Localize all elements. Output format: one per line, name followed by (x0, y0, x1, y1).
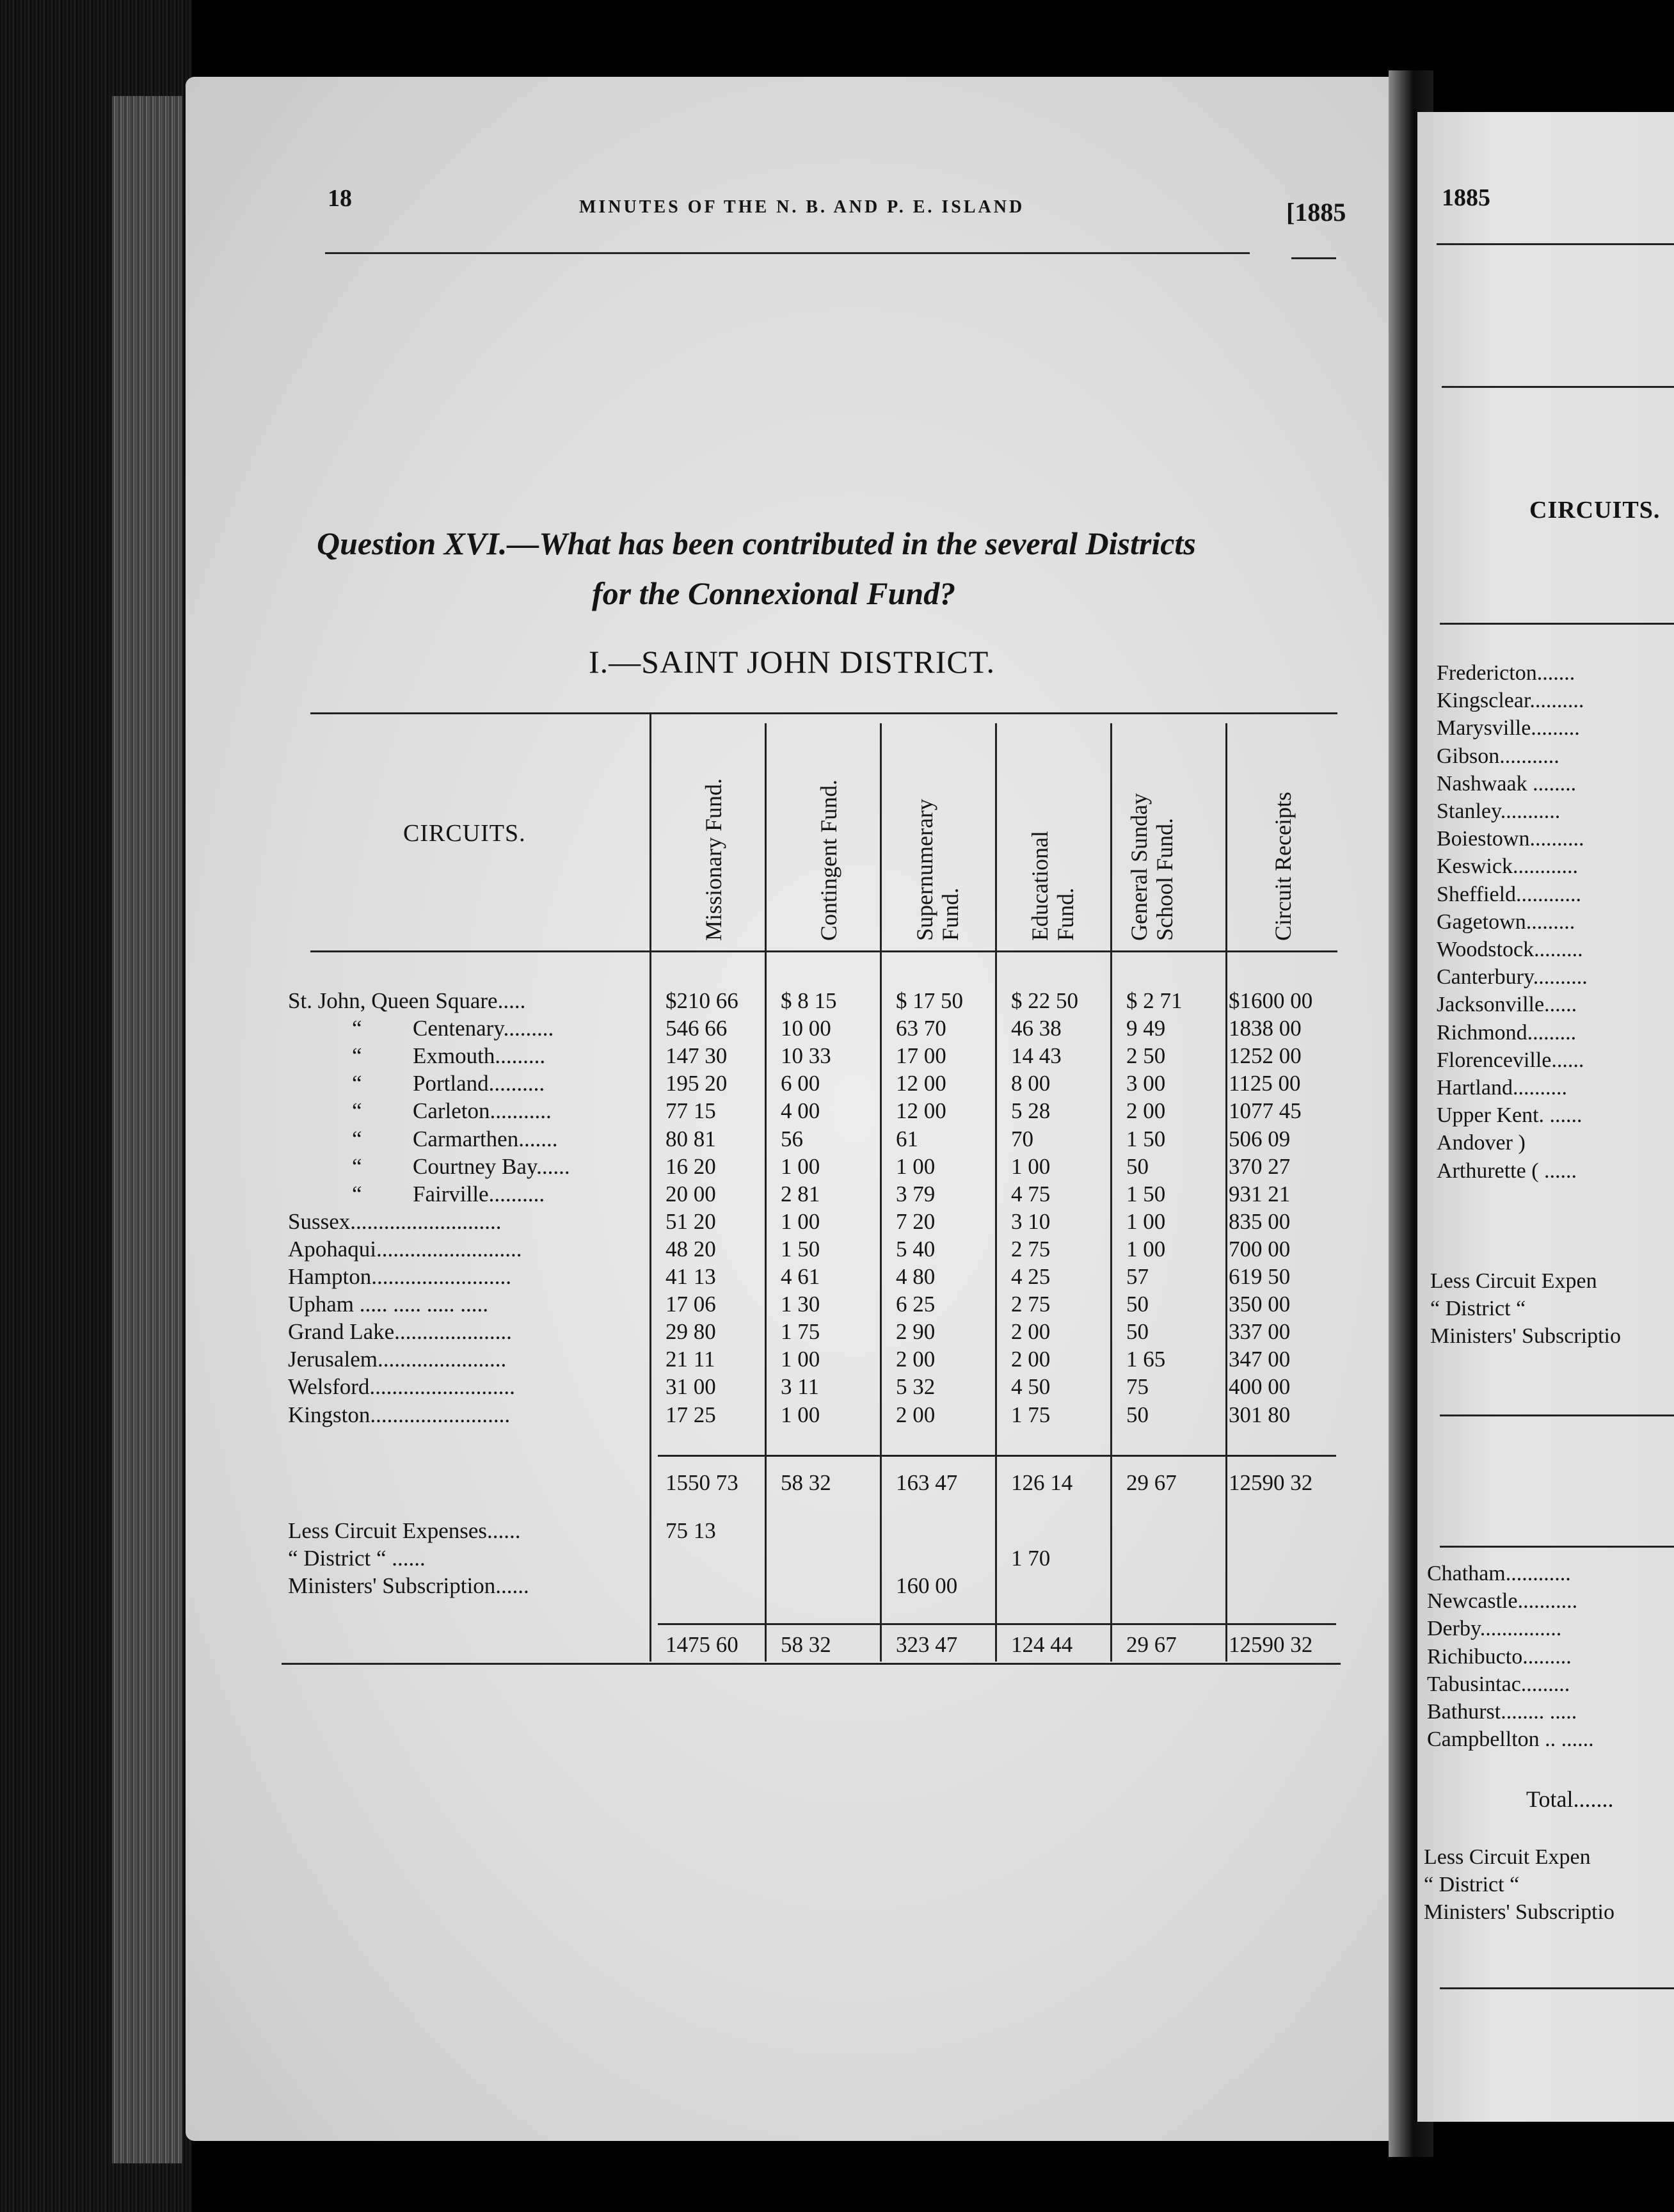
ditto-mark: “ (352, 1126, 362, 1151)
cell-col-6: 347 00 (1229, 1347, 1291, 1372)
cell-col-1: 75 13 (666, 1518, 716, 1543)
column-header-line: Fund. (937, 887, 963, 941)
cell-col-4: 46 38 (1011, 1016, 1062, 1041)
cell-col-3: 1 00 (896, 1154, 936, 1179)
cell-col-1: 41 13 (666, 1264, 716, 1289)
facing-less-line: Ministers' Subscriptio (1430, 1324, 1621, 1348)
cell-col-3: 5 40 (896, 1237, 936, 1262)
cell-col-5: 75 (1126, 1374, 1149, 1399)
cell-col-5: 57 (1126, 1264, 1149, 1289)
circuit-name: Centenary......... (413, 1016, 554, 1041)
cell-col-1: 77 15 (666, 1098, 716, 1123)
facing-circuit-name: Woodstock......... (1437, 938, 1583, 961)
cell-col-5: 1 65 (1126, 1347, 1166, 1372)
facing-circuit-name: Boiestown.......... (1437, 827, 1584, 851)
circuit-name: Jerusalem....................... (288, 1347, 507, 1372)
cell-col-3: 2 00 (896, 1402, 936, 1427)
col-rule-5 (1110, 723, 1112, 1662)
facing-circuit-name: Campbellton .. ...... (1427, 1727, 1594, 1751)
cell-col-2: 10 33 (781, 1043, 831, 1068)
cell-col-4: 5 28 (1011, 1098, 1051, 1123)
ditto-mark: “ (352, 1071, 362, 1096)
cell-col-5: 1 00 (1126, 1237, 1166, 1262)
cell-col-2: 4 61 (781, 1264, 820, 1289)
cell-col-6: 931 21 (1229, 1182, 1291, 1206)
cell-col-3: 160 00 (896, 1573, 958, 1598)
cell-col-4: 3 10 (1011, 1209, 1051, 1234)
facing-year: 1885 (1442, 184, 1490, 211)
cell-col-4: 4 25 (1011, 1264, 1051, 1289)
cell-col-4: 1 00 (1011, 1154, 1051, 1179)
cell-col-5: 9 49 (1126, 1016, 1166, 1041)
cell-col-2: 1 00 (781, 1209, 820, 1234)
cell-col-1: 17 25 (666, 1402, 716, 1427)
cell-col-1: 195 20 (666, 1071, 728, 1096)
col-rule-6 (1225, 723, 1227, 1662)
question-line-2: for the Connexional Fund? (592, 575, 956, 611)
cell-col-4: 4 50 (1011, 1374, 1051, 1399)
ditto-mark: “ (352, 1154, 362, 1179)
header-rule (325, 252, 1250, 254)
cell-col-3: 12 00 (896, 1071, 946, 1096)
facing-circuit-name: Newcastle........... (1427, 1589, 1578, 1613)
cell-col-2: 4 00 (781, 1098, 820, 1123)
header-rule-short (1291, 257, 1336, 259)
facing-header-rule (1437, 243, 1674, 245)
cell-col-5: 1 50 (1126, 1126, 1166, 1151)
col-rule-2 (765, 723, 767, 1662)
circuit-name: Sussex........................... (288, 1209, 502, 1234)
facing-circuit-name: Hartland.......... (1437, 1076, 1567, 1100)
cell-col-5: 3 00 (1126, 1071, 1166, 1096)
circuit-name: St. John, Queen Square..... (288, 988, 526, 1013)
cell-col-2: 1 00 (781, 1154, 820, 1179)
cell-col-6: 12590 32 (1229, 1632, 1313, 1657)
circuit-name: Apohaqui.......................... (288, 1237, 522, 1262)
cell-col-2: 58 32 (781, 1632, 831, 1657)
col-rule-3 (880, 723, 882, 1662)
ditto-mark: “ (352, 1182, 362, 1206)
facing-rule-6 (1440, 1987, 1674, 1989)
facing-circuit-name: Gagetown......... (1437, 910, 1575, 934)
cell-col-6: 370 27 (1229, 1154, 1291, 1179)
cell-col-3: 163 47 (896, 1470, 958, 1495)
cell-col-1: 20 00 (666, 1182, 716, 1206)
cell-col-3: 61 (896, 1126, 918, 1151)
cell-col-1: 546 66 (666, 1016, 728, 1041)
facing-less-line: Ministers' Subscriptio (1424, 1900, 1614, 1924)
cell-col-2: 3 11 (781, 1374, 819, 1399)
total-rule (658, 1623, 1336, 1625)
cell-col-5: 50 (1126, 1402, 1149, 1427)
cell-col-4: 70 (1011, 1126, 1033, 1151)
cell-col-2: $ 8 15 (781, 988, 837, 1013)
cell-col-2: 6 00 (781, 1071, 820, 1096)
circuit-name: Portland.......... (413, 1071, 545, 1096)
facing-circuit-name: Marysville......... (1437, 716, 1580, 740)
cell-col-1: 16 20 (666, 1154, 716, 1179)
facing-page (1417, 112, 1674, 2122)
book-page-edges (0, 0, 192, 2212)
facing-circuit-name: Kingsclear.......... (1437, 689, 1584, 712)
cell-col-3: 12 00 (896, 1098, 946, 1123)
column-header-line: Educational (1027, 831, 1053, 941)
facing-circuit-name: Richibucto......... (1427, 1645, 1572, 1669)
left-page (186, 77, 1401, 2141)
facing-circuit-name: Keswick............ (1437, 854, 1578, 878)
cell-col-2: 10 00 (781, 1016, 831, 1041)
facing-circuit-name: Chatham............ (1427, 1562, 1571, 1585)
cell-col-6: 1077 45 (1229, 1098, 1302, 1123)
cell-col-1: 51 20 (666, 1209, 716, 1234)
cell-col-1: 48 20 (666, 1237, 716, 1262)
circuit-name: Fairville.......... (413, 1182, 545, 1206)
facing-rule-2 (1442, 386, 1674, 388)
facing-less-line: “ District “ (1424, 1873, 1520, 1896)
cell-col-6: 1125 00 (1229, 1071, 1301, 1096)
subtotal-rule (658, 1455, 1336, 1457)
question-line-1: Question XVI.—What has been contributed in the several Districts (317, 525, 1196, 561)
cell-col-5: 50 (1126, 1154, 1149, 1179)
facing-circuit-name: Arthurette ( ...... (1437, 1159, 1577, 1183)
facing-circuit-name: Nashwaak ........ (1437, 772, 1577, 796)
cell-col-5: $ 2 71 (1126, 988, 1183, 1013)
cell-col-2: 1 00 (781, 1402, 820, 1427)
cell-col-3: 5 32 (896, 1374, 936, 1399)
column-header-line: Supernumerary (912, 799, 937, 941)
circuit-name: Less Circuit Expenses...... (288, 1518, 521, 1543)
cell-col-6: 700 00 (1229, 1237, 1291, 1262)
page-number: 18 (328, 185, 352, 212)
cell-col-6: 301 80 (1229, 1402, 1291, 1427)
cell-col-2: 2 81 (781, 1182, 820, 1206)
cell-col-2: 1 50 (781, 1237, 820, 1262)
cell-col-6: $1600 00 (1229, 988, 1313, 1013)
facing-circuit-name: Canterbury.......... (1437, 965, 1588, 989)
column-header-line: School Fund. (1152, 817, 1177, 941)
column-header-5 (1126, 793, 1177, 941)
cell-col-5: 2 00 (1126, 1098, 1166, 1123)
cell-col-1: 29 80 (666, 1319, 716, 1344)
cell-col-3: 6 25 (896, 1292, 936, 1317)
cell-col-1: 1550 73 (666, 1470, 738, 1495)
cell-col-4: 14 43 (1011, 1043, 1062, 1068)
cell-col-6: 12590 32 (1229, 1470, 1313, 1495)
cell-col-6: 1838 00 (1229, 1016, 1302, 1041)
col-rule-4 (995, 723, 997, 1662)
cell-col-4: 2 75 (1011, 1292, 1051, 1317)
facing-rule-4 (1440, 1415, 1674, 1416)
cell-col-5: 1 50 (1126, 1182, 1166, 1206)
cell-col-5: 29 67 (1126, 1470, 1177, 1495)
cell-col-1: 80 81 (666, 1126, 716, 1151)
district-title: I.—SAINT JOHN DISTRICT. (589, 644, 996, 680)
cell-col-6: 1252 00 (1229, 1043, 1302, 1068)
column-header-2 (816, 780, 841, 941)
cell-col-6: 506 09 (1229, 1126, 1291, 1151)
cell-col-3: 323 47 (896, 1632, 958, 1657)
ditto-mark: “ (352, 1098, 362, 1123)
cell-col-5: 29 67 (1126, 1632, 1177, 1657)
facing-circuit-name: Derby............... (1427, 1617, 1562, 1640)
facing-rule-5 (1440, 1546, 1674, 1548)
cell-col-4: 4 75 (1011, 1182, 1051, 1206)
cell-col-5: 50 (1126, 1292, 1149, 1317)
circuit-name: Courtney Bay...... (413, 1154, 570, 1179)
circuits-header: CIRCUITS. (403, 820, 526, 847)
column-header-6 (1270, 792, 1296, 941)
cell-col-3: 2 90 (896, 1319, 936, 1344)
cell-col-5: 1 00 (1126, 1209, 1166, 1234)
circuit-name: Carmarthen....... (413, 1126, 558, 1151)
column-header-line: Fund. (1053, 887, 1078, 941)
cell-col-2: 1 30 (781, 1292, 820, 1317)
cell-col-4: 126 14 (1011, 1470, 1073, 1495)
cell-col-4: 2 75 (1011, 1237, 1051, 1262)
col-rule-1 (650, 712, 651, 1662)
circuit-name: “ District “ ...... (288, 1546, 426, 1571)
facing-circuit-name: Stanley........... (1437, 799, 1561, 823)
cell-col-1: 17 06 (666, 1292, 716, 1317)
column-header-1 (701, 778, 726, 941)
cell-col-3: $ 17 50 (896, 988, 963, 1013)
cell-col-3: 3 79 (896, 1182, 936, 1206)
facing-total: Total....... (1526, 1786, 1614, 1812)
circuit-name: Upham ..... ..... ..... ..... (288, 1292, 489, 1317)
running-title: MINUTES OF THE N. B. AND P. E. ISLAND (579, 197, 1025, 217)
cell-col-3: 63 70 (896, 1016, 946, 1041)
cell-col-6: 835 00 (1229, 1209, 1291, 1234)
facing-circuit-name: Fredericton....... (1437, 661, 1575, 685)
cell-col-1: 1475 60 (666, 1632, 738, 1657)
cell-col-4: 2 00 (1011, 1347, 1051, 1372)
circuit-name: Ministers' Subscription...... (288, 1573, 529, 1598)
table-header-rule (310, 950, 1337, 952)
facing-circuit-name: Upper Kent. ...... (1437, 1103, 1582, 1127)
column-header-line: Missionary Fund. (701, 778, 726, 941)
cell-col-2: 56 (781, 1126, 803, 1151)
column-header-line: Contingent Fund. (816, 779, 841, 941)
cell-col-2: 1 75 (781, 1319, 820, 1344)
cell-col-1: 147 30 (666, 1043, 728, 1068)
facing-rule-3 (1440, 623, 1674, 625)
ditto-mark: “ (352, 1016, 362, 1041)
cell-col-6: 350 00 (1229, 1292, 1291, 1317)
column-header-line: General Sunday (1126, 793, 1152, 941)
circuit-name: Kingston......................... (288, 1402, 511, 1427)
facing-circuit-name: Sheffield............ (1437, 883, 1582, 906)
facing-circuit-name: Richmond......... (1437, 1021, 1577, 1045)
column-header-4 (1027, 831, 1078, 941)
circuit-name: Exmouth......... (413, 1043, 546, 1068)
cell-col-6: 619 50 (1229, 1264, 1291, 1289)
cell-col-4: 2 00 (1011, 1319, 1051, 1344)
cell-col-3: 2 00 (896, 1347, 936, 1372)
cell-col-3: 17 00 (896, 1043, 946, 1068)
facing-circuits-header: CIRCUITS. (1529, 497, 1661, 524)
circuit-name: Hampton......................... (288, 1264, 512, 1289)
circuit-name: Carleton........... (413, 1098, 552, 1123)
facing-less-line: “ District “ (1430, 1297, 1526, 1320)
cell-col-2: 58 32 (781, 1470, 831, 1495)
cell-col-3: 7 20 (896, 1209, 936, 1234)
cell-col-6: 400 00 (1229, 1374, 1291, 1399)
cell-col-1: $210 66 (666, 988, 738, 1013)
column-header-3 (912, 799, 963, 941)
table-top-rule (310, 712, 1337, 714)
table-bottom-rule (282, 1663, 1341, 1665)
facing-circuit-name: Tabusintac......... (1427, 1672, 1570, 1696)
facing-less-line: Less Circuit Expen (1424, 1845, 1591, 1869)
facing-circuit-name: Andover ) (1437, 1131, 1526, 1155)
cell-col-4: 8 00 (1011, 1071, 1051, 1096)
cell-col-1: 21 11 (666, 1347, 715, 1372)
cell-col-6: 337 00 (1229, 1319, 1291, 1344)
year-left: [1885 (1286, 198, 1346, 227)
cell-col-4: 1 70 (1011, 1546, 1051, 1571)
facing-circuit-name: Florenceville...... (1437, 1048, 1584, 1072)
column-header-line: Circuit Receipts (1270, 792, 1296, 941)
cell-col-1: 31 00 (666, 1374, 716, 1399)
circuit-name: Grand Lake..................... (288, 1319, 512, 1344)
cell-col-3: 4 80 (896, 1264, 936, 1289)
cell-col-5: 2 50 (1126, 1043, 1166, 1068)
circuit-name: Welsford.......................... (288, 1374, 515, 1399)
ditto-mark: “ (352, 1043, 362, 1068)
cell-col-2: 1 00 (781, 1347, 820, 1372)
facing-less-line: Less Circuit Expen (1430, 1269, 1597, 1293)
cell-col-4: $ 22 50 (1011, 988, 1078, 1013)
facing-circuit-name: Bathurst........ ..... (1427, 1700, 1577, 1724)
facing-circuit-name: Gibson........... (1437, 744, 1559, 768)
cell-col-4: 124 44 (1011, 1632, 1073, 1657)
facing-circuit-name: Jacksonville...... (1437, 993, 1577, 1016)
cell-col-5: 50 (1126, 1319, 1149, 1344)
cell-col-4: 1 75 (1011, 1402, 1051, 1427)
